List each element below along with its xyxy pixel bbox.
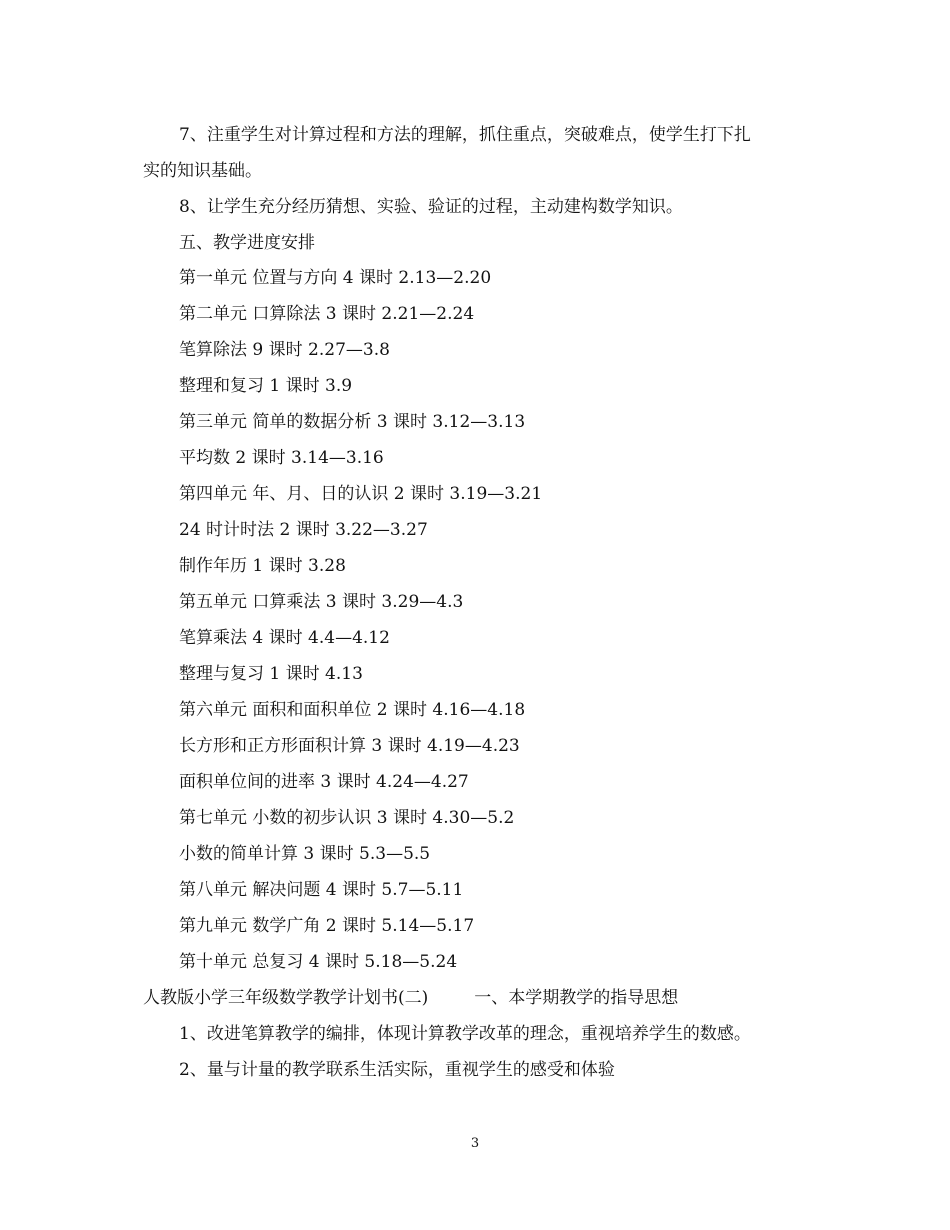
- schedule-item: 整理与复习 1 课时 4.13: [179, 664, 363, 684]
- schedule-item: 第八单元 解决问题 4 课时 5.7—5.11: [179, 880, 464, 900]
- schedule-item: 第九单元 数学广角 2 课时 5.14—5.17: [179, 916, 475, 936]
- page-number: 3: [470, 1136, 480, 1151]
- schedule-item: 笔算除法 9 课时 2.27—3.8: [179, 340, 390, 360]
- plan-two-title: 人教版小学三年级数学教学计划书(二): [143, 988, 429, 1008]
- schedule-item: 第七单元 小数的初步认识 3 课时 4.30—5.2: [179, 808, 515, 828]
- schedule-item: 整理和复习 1 课时 3.9: [179, 376, 353, 396]
- plan-two-title-line: [143, 986, 678, 1010]
- schedule-item: 小数的简单计算 3 课时 5.3—5.5: [179, 844, 431, 864]
- schedule-item: 24 时计时法 2 课时 3.22—3.27: [179, 520, 428, 540]
- schedule-item: 第一单元 位置与方向 4 课时 2.13—2.20: [179, 268, 492, 288]
- guiding-idea-item-1: 1、改进笔算教学的编排，体现计算教学改革的理念，重视培养学生的数感。: [179, 1024, 751, 1044]
- schedule-item: 第六单元 面积和面积单位 2 课时 4.16—4.18: [179, 700, 526, 720]
- section-heading-schedule: 五、教学进度安排: [179, 233, 315, 253]
- schedule-item: 第三单元 简单的数据分析 3 课时 3.12—3.13: [179, 412, 526, 432]
- paragraph-7-line-1: 7、注重学生对计算过程和方法的理解，抓住重点，突破难点，使学生打下扎: [179, 125, 751, 145]
- schedule-item: 面积单位间的进率 3 课时 4.24—4.27: [179, 772, 469, 792]
- paragraph-7-line-2: 实的知识基础。: [143, 161, 262, 181]
- schedule-item: 第二单元 口算除法 3 课时 2.21—2.24: [179, 304, 475, 324]
- paragraph-8: 8、让学生充分经历猜想、实验、验证的过程，主动建构数学知识。: [179, 197, 683, 217]
- guiding-ideas-heading: 一、本学期教学的指导思想: [474, 988, 679, 1008]
- schedule-item: 制作年历 1 课时 3.28: [179, 556, 346, 576]
- schedule-item: 平均数 2 课时 3.14—3.16: [179, 448, 384, 468]
- schedule-item: 笔算乘法 4 课时 4.4—4.12: [179, 628, 390, 648]
- guiding-idea-item-2: 2、量与计量的教学联系生活实际，重视学生的感受和体验: [179, 1060, 615, 1080]
- schedule-item: 第十单元 总复习 4 课时 5.18—5.24: [179, 952, 458, 972]
- schedule-item: 第五单元 口算乘法 3 课时 3.29—4.3: [179, 592, 464, 612]
- schedule-item: 长方形和正方形面积计算 3 课时 4.19—4.23: [179, 736, 520, 756]
- schedule-item: 第四单元 年、月、日的认识 2 课时 3.19—3.21: [179, 484, 543, 504]
